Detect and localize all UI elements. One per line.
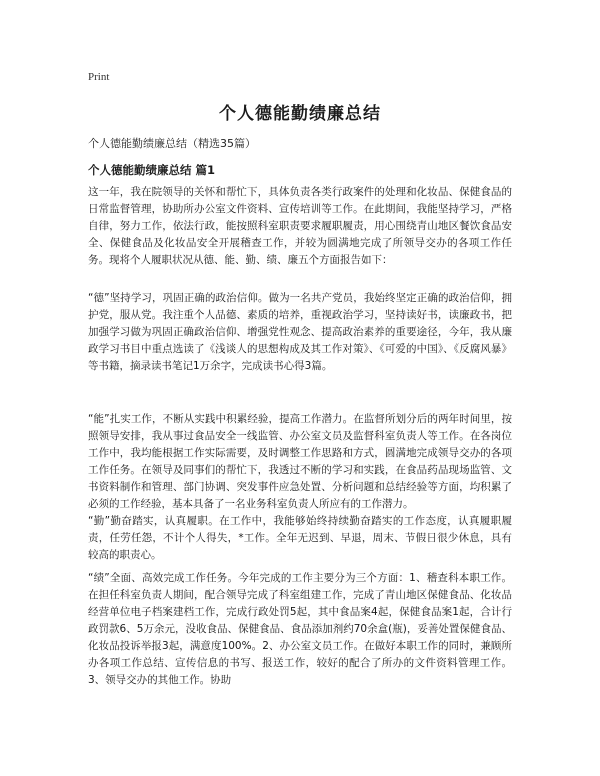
paragraph-de: “德”坚持学习，巩固正确的政治信仰。做为一名共产党员，我始终坚定正确的政治信仰，拥护党，服从党。我注重个人品德、素质的培养，重视政治学习，坚持读好书，读廉政书，把加强学习做为巩固正确政治信仰、增强党性观念、提高政治素养的重要途径，今年，我从廉政学习书目中重点选读了《浅谈人的思想构成及其工作对策》、《可爱的中国》、《反腐风暴》等书籍，摘录读书笔记1万余字，完成读书心得3篇。 [88,292,512,372]
document-subtitle: 个人德能勤绩廉总结（精选35篇） [88,137,256,150]
paragraph-qin: “勤”勤奋踏实，认真履职。在工作中，我能够始终持续勤奋踏实的工作态度，认真履职履责，任劳任怨，不计个人得失，*工作。全年无迟到、早退，周末、节假日很少休息，具有较高的职责心。 [88,515,512,561]
paragraph-intro: 这一年，我在院领导的关怀和帮忙下，具体负责各类行政案件的处理和化妆品、保健食品的日常监督管理，协助所办公室文件资料、宣传培训等工作。在此期间，我能坚持学习，严格自律，努力工作，依法行政，能按照科室职责要求履职履责，用心围绕青山地区餐饮食品安全、保健食品及化妆品安全开展稽查工作，并较为圆满地完成了所领导交办的各项工作任务。现将个人履职状况从德、能、勤、绩、廉五个方面报告如下： [88,186,512,266]
print-label: Print [88,71,110,83]
document-title: 个人德能勤绩廉总结 [219,104,381,124]
section-heading: 个人德能勤绩廉总结 篇1 [88,163,216,177]
paragraph-ji: “绩”全面、高效完成工作任务。今年完成的工作主要分为三个方面：1、稽查科本职工作。在担任科室负责人期间，配合领导完成了科室组建工作，完成了青山地区保健食品、化妆品经营单位电子档案建档工作，完成行政处罚5起，其中食品案4起，保健食品案1起，合计行政罚款6、5万余元，没收食品、保健食品、食品添加剂约70余盒(瓶)，妥善处置保健食品、化妆品投诉举报3起，满意度100%。2、办公室文员工作。在做好本职工作的同时，兼顾所办各项工作总结、宣传信息的书写、报送工作，较好的配合了所办的文件资料管理工作。3、领导交办的其他工作。协助 [88,572,512,686]
paragraph-neng: “能”扎实工作，不断从实践中积累经验，提高工作潜力。在监督所划分后的两年时间里，按照领导安排，我从事过食品安全一线监管、办公室文员及监督科室负责人等工作。在各岗位工作中，我均能根据工作实际需要，及时调整工作思路和方式，圆满地完成领导交办的各项工作任务。在领导及同事们的帮忙下，我透过不断的学习和实践，在食品药品现场监管、文书资料制作和管理、部门协调、突发事件应急处置、分析问题和总结经验等方面，均积累了必须的工作经验，基本具备了一名业务科室负责人所应有的工作潜力。 [88,413,512,510]
